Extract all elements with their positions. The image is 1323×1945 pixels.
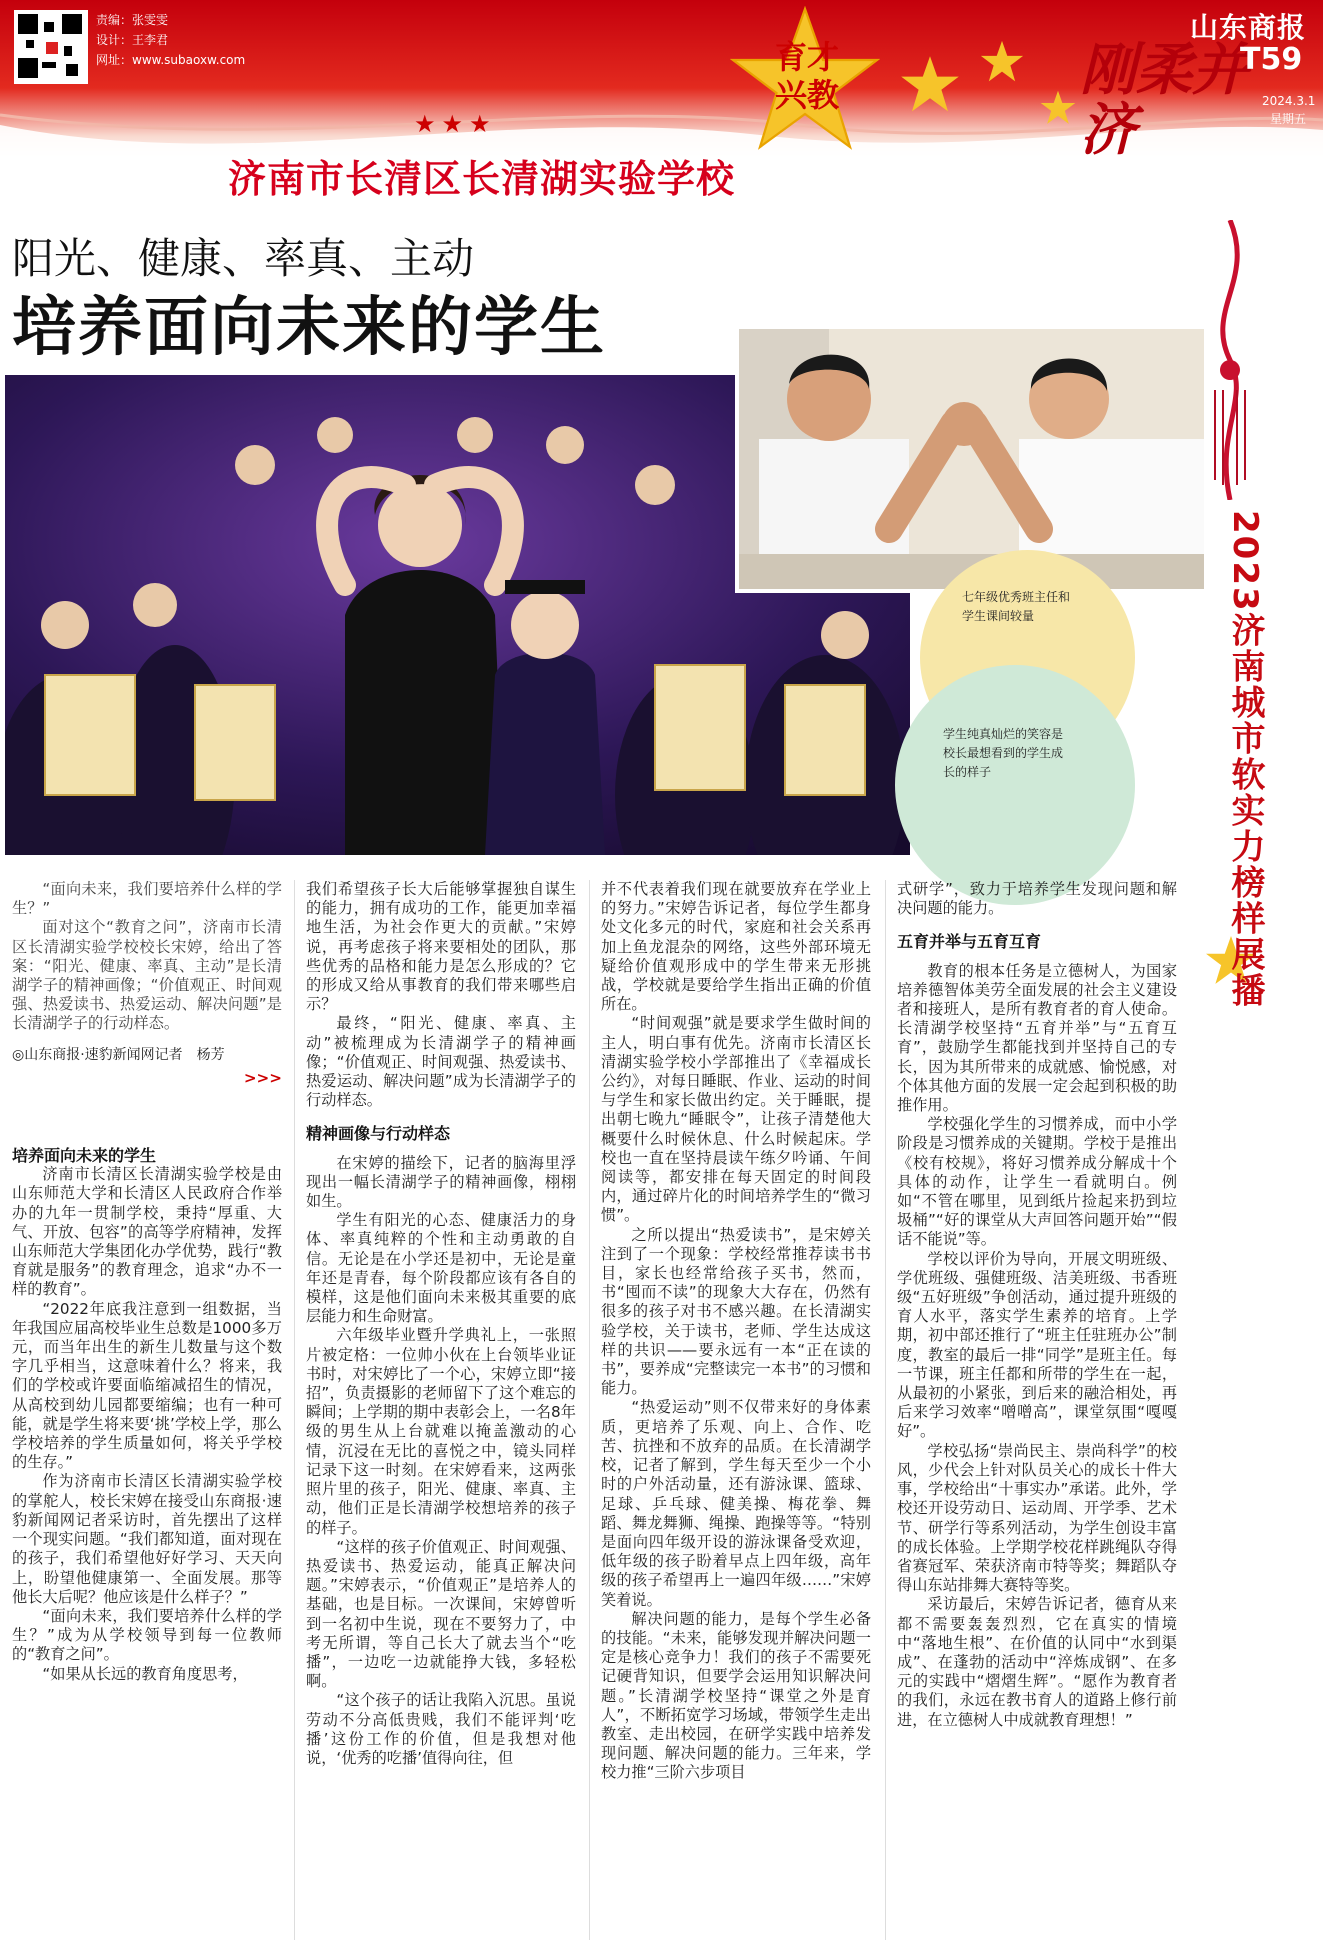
body-paragraph: 学校强化学生的习惯养成，而中小学阶段是习惯养成的关键期。学校于是推出《校有校规》，将好习惯养成分解成十个具体的动作，让学生一看就明白。例如“不管在哪里，见到纸片捡起来扔到垃圾桶”“好的课堂从大声回答问题开始”“假话不能说”等。 xyxy=(897,1115,1177,1249)
text-column-1 xyxy=(12,880,282,1684)
calligraphy-slogan: 刚柔并济 xyxy=(1080,37,1248,163)
inset-photo-arm-wrestling xyxy=(735,325,1208,593)
body-paragraph: 解决问题的能力，是每个学生必备的技能。“未来，能够发现并解决问题一定是核心竞争力！我们的孩子不需要死记硬背知识，但要学会运用知识解决问题。”长清湖学校坚持“课堂之外是育人”，不断拓宽学习场域，带领学生走出教室、走出校园，在研学实践中培养发现问题、解决问题的能力。三年来，学校力推“三阶六步项目 xyxy=(601,1609,871,1782)
author-byline: ◎山东商报·速豹新闻网记者 杨芳 xyxy=(12,1046,225,1063)
star-icon xyxy=(900,55,960,115)
body-paragraph: 式研学”，致力于培养学生发现问题和解决问题的能力。 xyxy=(897,880,1177,918)
body-paragraph: “面向未来，我们要培养什么样的学生？”成为从学校领导到每一位教师的“教育之问”。 xyxy=(12,1606,282,1664)
school-name-title: 济南市长清区长清湖实验学校 xyxy=(228,157,736,201)
page-number: T59 xyxy=(1240,42,1303,77)
text-column-3 xyxy=(601,880,871,1783)
star-icon xyxy=(1040,90,1076,126)
credit-editor: 责编：张雯雯 xyxy=(96,13,169,27)
body-paragraph: “2022年底我注意到一组数据，当年我国应届高校毕业生总数是1000多万元，而当年出生的新生儿数量与这个数字几乎相当，这意味着什么？将来，我们的学校或许要面临缩减招生的情况，从高校到幼儿园都要缩编；也有一种可能，就是学生将来要‘挑’学校上学，那么学校培养的学生质量如何，将关乎学校的生存。” xyxy=(12,1299,282,1472)
text-column-2 xyxy=(306,880,576,1768)
caption-inset-text: 七年级优秀班主任和学生课间较量 xyxy=(962,590,1071,623)
body-paragraph: 我们希望孩子长大后能够掌握独自谋生的能力，拥有成功的工作，能更加幸福地生活，为社会作更大的贡献。”宋婷说，再考虑孩子将来要相处的团队，那些优秀的品格和能力是怎么形成的？它的形成又给从事教育的我们带来哪些启示？ xyxy=(306,880,576,1014)
star-icon xyxy=(980,40,1024,84)
body-paragraph: “时间观强”就是要求学生做时间的主人，明白事有优先。济南市长清区长清湖实验学校小学部推出了《幸福成长公约》，对每日睡眠、作业、运动的时间与学生和家长做出约定。关于睡眠，提出朝七晚九“睡眠令”，让孩子清楚他大概要什么时候休息、什么时候起床。学校也一直在坚持晨读午练夕吟诵、午间阅读等，都安排在每天固定的时间段内，通过碎片化的时间培养学生的“微习惯”。 xyxy=(601,1014,871,1225)
intro-paragraph: 面对这个“教育之问”，济南市长清区长清湖实验学校校长宋婷，给出了答案：“阳光、健康、率真、主动”是长清湖学子的精神画像；“价值观正、时间观强、热爱读书、热爱运动、解决问题”是长清湖学子的行动样态。 xyxy=(12,918,282,1033)
body-paragraph: 学校以评价为导向，开展文明班级、学优班级、强健班级、洁美班级、书香班级“五好班级”争创活动，通过提升班级的育人水平，落实学生素养的培育。上学期，初中部还推行了“班主任驻班办公”制度，教室的最后一排“同学”是班主任。每一节课，班主任都和所带的学生在一起，从最初的小紧张，到后来的融洽相处，再后来学习效率“噌噌高”，课堂氛围“嘎嘎好”。 xyxy=(897,1249,1177,1441)
text-column-4 xyxy=(897,880,1177,1730)
continue-arrows: >>> xyxy=(243,1068,282,1087)
body-paragraph: 作为济南市长清区长清湖实验学校的掌舵人，校长宋婷在接受山东商报·速豹新闻网记者采访时，首先摆出了这样一个现实问题。“我们都知道，面对现在的孩子，我们希望他好好学习、天天向上，盼望他健康第一、全面发展。那等他长大后呢？他应该是什么样子？” xyxy=(12,1472,282,1606)
section-heading: 五育并举与五育互育 xyxy=(897,932,1042,952)
series-title: 2023济南城市软实力榜样展播 xyxy=(1225,510,1265,1009)
body-paragraph: 在宋婷的描绘下，记者的脑海里浮现出一幅长清湖学子的精神画像，栩栩如生。 xyxy=(306,1153,576,1211)
article-headline: 培养面向未来的学生 xyxy=(12,291,606,365)
body-paragraph: 并不代表着我们现在就要放弃在学业上的努力。”宋婷告诉记者，每位学生都身处文化多元的时代，家庭和社会关系再加上鱼龙混杂的网络，这些外部环境无疑给价值观形成中的学生带来无形挑战，学校就是要给学生指出正确的价值所在。 xyxy=(601,880,871,1014)
body-paragraph: “热爱运动”则不仅带来好的身体素质，更培养了乐观、向上、合作、吃苦、抗挫和不放弃的品质。在长清湖学校，记者了解到，学生每天至少一个小时的户外活动量，还有游泳课、篮球、足球、乒乓球、健美操、梅花拳、舞蹈、舞龙舞狮、绳操、跑操等等。“特别是面向四年级开设的游泳课备受欢迎，低年级的孩子盼着早点上四年级，高年级的孩子希望再上一遍四年级……”宋婷笑着说。 xyxy=(601,1398,871,1609)
qr-code[interactable] xyxy=(14,10,88,84)
badge-label: 育才 兴教 xyxy=(774,38,839,114)
caption-main-photo xyxy=(895,665,1135,905)
body-paragraph: “这样的孩子价值观正、时间观强、热爱读书、热爱运动，能真正解决问题。”宋婷表示，“价值观正”是培养人的基础，也是目标。一次课间，宋婷曾听到一名初中生说，现在不要努力了，中考无所谓，等自己长大了就去当个“吃播”，一边吃一边就能挣大钱，多轻松啊。 xyxy=(306,1537,576,1691)
body-paragraph: “这个孩子的话让我陷入沉思。虽说劳动不分高低贵贱，我们不能评判‘吃播’这份工作的价值，但是我想对他说，‘优秀的吃播’值得向往，但 xyxy=(306,1691,576,1767)
caption-main-text: 学生纯真灿烂的笑容是校长最想看到的学生成长的样子 xyxy=(943,727,1064,779)
title-stars-decoration: ★★★ xyxy=(414,110,497,138)
section-heading: 精神画像与行动样态 xyxy=(306,1124,451,1144)
column-divider xyxy=(885,880,886,1940)
newspaper-name: 山东商报 xyxy=(1190,11,1307,44)
body-paragraph: “如果从长远的教育角度思考， xyxy=(42,1664,248,1683)
body-paragraph: 采访最后，宋婷告诉记者，德育从来都不需要轰轰烈烈，它在真实的情境中“落地生根”、在价值的认同中“水到渠成”、在蓬勃的活动中“淬炼成钢”、在多元的实践中“熠熠生辉”。“愿作为教育者的我们，永远在教书育人的道路上修行前进，在立德树人中成就教育理想！” xyxy=(897,1595,1177,1729)
body-paragraph: 学校弘扬“崇尚民主、崇尚科学”的校风，少代会上针对队员关心的成长十件大事，学校给出“十事实办”承诺。此外，学校还开设劳动日、运动周、开学季、艺术节、研学行等系列活动，为学生创设丰富的成长体验。上学期学校花样跳绳队夺得省赛冠军、荣获济南市特等奖；舞蹈队夺得山东站排舞大赛特等奖。 xyxy=(897,1441,1177,1595)
column-divider xyxy=(589,880,590,1940)
arm-wrestling-illustration xyxy=(739,329,1204,589)
credits-block xyxy=(96,10,245,70)
body-paragraph: 最终，“阳光、健康、率真、主动”被梳理成为长清湖学子的精神画像；“价值观正、时间观强、热爱读书、热爱运动、解决问题”成为长清湖学子的行动样态。 xyxy=(306,1014,576,1110)
article-subheadline: 阳光、健康、率真、主动 xyxy=(12,234,475,283)
body-paragraph: 六年级毕业暨升学典礼上，一张照片被定格：一位帅小伙在上台领毕业证书时，对宋婷比了一个心，宋婷立即“接招”，负责摄影的老师留下了这个难忘的瞬间；上学期的期中表彰会上，一名8年级的男生从上台就难以掩盖激动的心情，沉浸在无比的喜悦之中，镜头同样记录下这一时刻。在宋婷看来，这两张照片里的孩子，阳光、健康、率真、主动，他们正是长清湖学校想培养的孩子的样子。 xyxy=(306,1326,576,1537)
credit-website[interactable]: 网址：www.subaoxw.com xyxy=(96,53,246,67)
issue-weekday: 星期五 xyxy=(1270,112,1307,126)
issue-date: 2024.3.1 xyxy=(1262,94,1316,108)
body-paragraph: 之所以提出“热爱读书”，是宋婷关注到了一个现象：学校经常推荐读书书目，家长也经常给孩子买书，然而，书“囤而不读”的现象大大存在，仍然有很多的孩子对书不感兴趣。在长清湖实验学校，关于读书，老师、学生达成这样的共识——要永远有一本“正在读的书”，要养成“完整读完一本书”的习惯和能力。 xyxy=(601,1225,871,1398)
body-paragraph: 教育的根本任务是立德树人，为国家培养德智体美劳全面发展的社会主义建设者和接班人，是所有教育者的育人使命。长清湖学校坚持“五育并举”与“五育互育”，鼓励学生都能找到并坚持自己的专长，因为其所带来的成就感、愉悦感，对个体其他方面的发展一定会起到积极的助推作用。 xyxy=(897,961,1177,1115)
body-paragraph: 学生有阳光的心态、健康活力的身体、率真纯粹的个性和主动勇敢的自信。无论是在小学还是初中，无论是童年还是青春，每个阶段都应该有各自的模样，这是他们面向未来极其重要的底层能力和生命财富。 xyxy=(306,1211,576,1326)
column-divider xyxy=(294,880,295,1940)
intro-paragraph: “面向未来，我们要培养什么样的学生？” xyxy=(12,880,282,918)
section-heading: 培养面向未来的学生 xyxy=(12,1146,157,1166)
credit-designer: 设计：王李君 xyxy=(96,33,169,47)
body-paragraph: 济南市长清区长清湖实验学校是由山东师范大学和长清区人民政府合作举办的九年一贯制学校，秉持“厚重、大气、开放、包容”的高等学府精神，发挥山东师范大学集团化办学优势，践行“教育就是服务”的教育理念，追求“办不一样的教育”。 xyxy=(12,1165,282,1299)
